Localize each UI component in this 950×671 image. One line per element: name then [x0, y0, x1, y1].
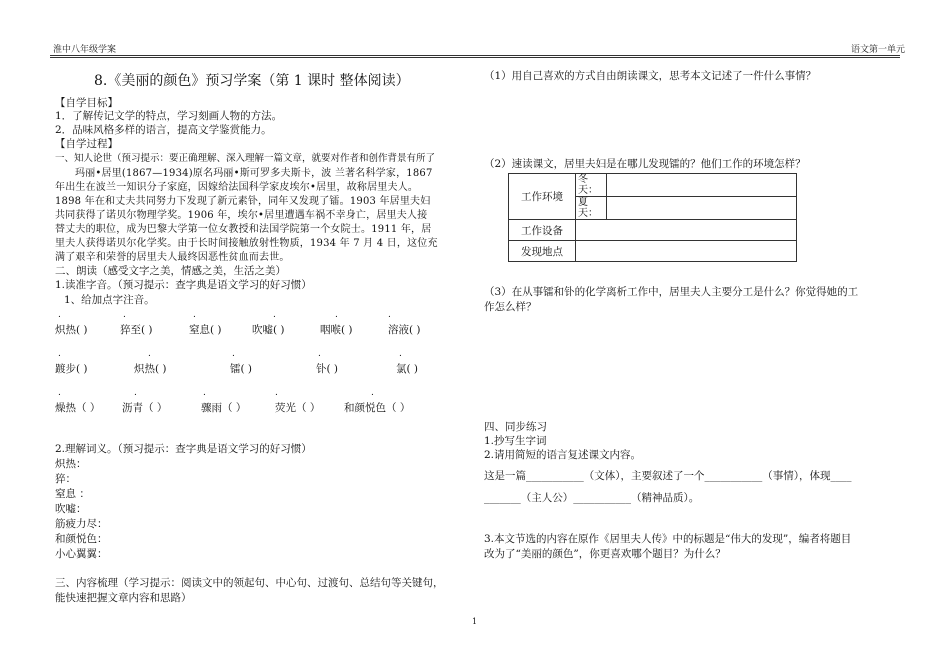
emphasis-dot: .	[203, 388, 206, 398]
goal-item: 1．了解传记文学的特点，学习刻画人物的方法。	[55, 110, 283, 122]
pinyin-item: 咽喉( )	[320, 324, 353, 336]
pinyin-item: 镭( )	[230, 363, 253, 375]
emphasis-dot: .	[335, 310, 338, 320]
bio-line: 1898 年在和丈夫共同努力下发现了新元素钋，同年又发现了镭。1903 年居里夫妇	[55, 196, 431, 207]
emphasis-dot: .	[134, 388, 137, 398]
table-cell-winter	[607, 174, 797, 197]
bio-line: 替丈夫的职位，成为巴黎大学第一位女教授和法国学院第一个女院士。1911 年，居	[55, 224, 432, 235]
emphasis-dot: .	[232, 349, 235, 359]
emphasis-dot: .	[388, 310, 391, 320]
emphasis-dot: .	[148, 349, 151, 359]
pinyin-item: 炽热( )	[55, 324, 88, 336]
word-item: 猝：	[55, 473, 76, 485]
table-label-environment: 工作环境	[509, 174, 576, 220]
table-label-equipment: 工作设备	[509, 220, 576, 241]
emphasis-dot: .	[193, 310, 196, 320]
word-item: 炽热：	[55, 458, 87, 470]
question-one: （1）用自己喜欢的方式自由朗读课文，思考本文记述了一件什么事情？	[484, 70, 817, 82]
page-number: 1	[472, 617, 478, 626]
pinyin-item: 和颜悦色（ ）	[344, 402, 411, 414]
pinyin-item: 钋( )	[316, 363, 339, 375]
word-item: 窒息 ：	[55, 488, 90, 500]
pinyin-item: 溶液( )	[388, 324, 421, 336]
section-three-line: 能快速把握文章内容和思路）	[55, 592, 192, 604]
emphasis-dot: .	[58, 349, 61, 359]
bio-line: 里夫人获得诺贝尔化学奖。由于长时间接触放射性物质，1934 年 7 月 4 日，这位充	[55, 238, 438, 249]
goal-item: 2．品味风格多样的语言，提高文学鉴赏能力。	[55, 124, 272, 136]
word-item: 筋疲力尽：	[55, 518, 108, 530]
bio-line: 玛丽•居里(1867—1934)原名玛丽•斯可罗多夫斯卡，波 兰著名科学家，1867	[75, 168, 433, 179]
header-left: 淮中八年级学案	[53, 45, 117, 55]
work-environment-table	[508, 173, 797, 262]
emphasis-dot: .	[58, 388, 61, 398]
emphasis-dot: .	[273, 310, 276, 320]
pinyin-item: 骤雨（ ）	[201, 402, 247, 414]
read-title: 1.读准字音。（预习提示：查字典是语文学习的好习惯）	[55, 279, 312, 291]
emphasis-dot: .	[58, 310, 61, 320]
table-label-summer: 夏天：	[576, 197, 607, 220]
question-three-line: 作怎么样？	[484, 301, 537, 313]
word-item: 吹嘘：	[55, 503, 87, 515]
pinyin-item: 猝至( )	[120, 324, 153, 336]
word-item: 和颜悦色：	[55, 533, 108, 545]
question-title-choice-line: 改为了“美丽的颜色”，你更喜欢哪个题目？为什么？	[484, 548, 726, 560]
header-rule	[50, 55, 900, 56]
section-four-title: 四、同步练习	[484, 421, 547, 433]
section-two-title: 二、朗读（感受文字之美，情感之美，生活之美）	[55, 265, 286, 277]
emphasis-dot: .	[275, 388, 278, 398]
table-label-place: 发现地点	[509, 241, 576, 262]
bio-line: 年出生在波兰一知识分子家庭，因嫁给法国科学家皮埃尔•居里，故称居里夫人。	[55, 182, 419, 193]
table-cell-place	[576, 241, 797, 262]
goals-heading: 【自学目标】	[55, 97, 118, 109]
header-right: 语文第一单元	[851, 45, 906, 55]
table-cell-summer	[607, 197, 797, 220]
question-three: （3）在从事镭和钋的化学离析工作中，居里夫人主要分工是什么？你觉得她的工	[484, 286, 859, 298]
pinyin-item: 沥青（ ）	[122, 402, 168, 414]
pinyin-item: 氯( )	[396, 363, 419, 375]
pinyin-item: 吹嘘( )	[252, 324, 285, 336]
section-one-title: 一、知人论世（预习提示：要正确理解、深入理解一篇文章，就要对作者和创作背景有所了	[55, 153, 436, 164]
pinyin-item: 踱步( )	[55, 363, 88, 375]
fill-blank-line: _______（主人公）___________（精神品质）。	[484, 492, 700, 504]
pinyin-item: 荧光（ ）	[275, 402, 321, 414]
emphasis-dot: .	[123, 310, 126, 320]
question-title-choice: 3.本文节选的内容在原作《居里夫人传》中的标题是“伟大的发现”，编者将题目	[484, 533, 852, 545]
fill-blank-line: 这是一篇___________（文体），主要叙述了一个___________（事情），体现____	[484, 470, 852, 482]
page-title: 8.《美丽的颜色》预习学案（第 1 课时 整体阅读）	[94, 73, 410, 89]
emphasis-dot: .	[399, 349, 402, 359]
practice-two: 2.请用简短的语言复述课文内容。	[484, 449, 642, 461]
bio-line: 满了艰辛和荣誉的居里夫人最终因恶性贫血而去世。	[55, 252, 290, 263]
table-cell-equipment	[576, 220, 797, 241]
word-item: 小心翼翼：	[55, 548, 108, 560]
practice-one: 1.抄写生字词	[484, 435, 547, 447]
pinyin-item: 窒息( )	[189, 324, 222, 336]
emphasis-dot: .	[318, 349, 321, 359]
words-title: 2.理解词义。（预习提示：查字典是语文学习的好习惯）	[55, 443, 312, 455]
pinyin-item: 燥热（ ）	[55, 402, 101, 414]
header-rule-second	[50, 57, 900, 58]
bio-line: 共同获得了诺贝尔物理学奖。1906 年，埃尔•居里遭遇车祸不幸身亡，居里夫人接	[55, 210, 428, 221]
emphasis-dot: .	[371, 388, 374, 398]
section-three-title: 三、内容梳理（学习提示：阅读文中的领起句、中心句、过渡句、总结句等关键句，	[55, 577, 444, 589]
process-heading: 【自学过程】	[55, 138, 118, 150]
table-label-winter: 冬天：	[576, 174, 607, 197]
question-two: （2）速读课文，居里夫妇是在哪儿发现镭的？他们工作的环境怎样？	[484, 158, 806, 170]
read-subtitle: 1、给加点字注音。	[64, 294, 155, 306]
pinyin-item: 炽热( )	[134, 363, 167, 375]
